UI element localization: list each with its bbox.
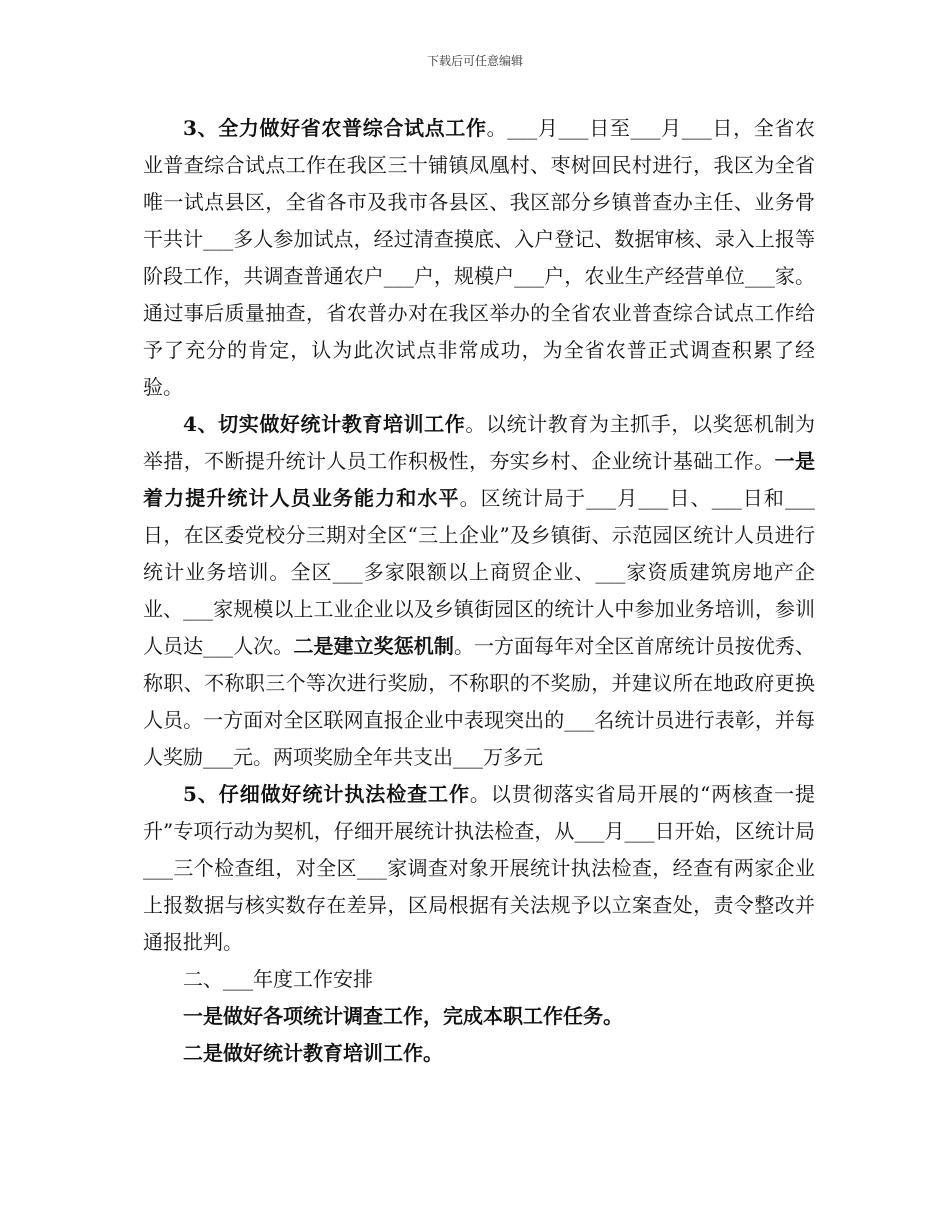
paragraph-5 [143,776,815,961]
paragraph-3 [143,110,815,406]
paragraph-3-heading: 3、全力做好省农普综合试点工作 [183,116,487,140]
paragraph-4-point-1: 一是着力提升统计人员业务能力和水平 [143,449,815,510]
paragraph-4-heading: 4、切实做好统计教育培训工作 [183,412,466,436]
paragraph-4 [143,406,815,776]
document-body [143,110,815,1072]
paragraph-4-point-2: 二是建立奖惩机制 [293,634,454,658]
plan-item-1: 一是做好各项统计调查工作，完成本职工作任务。 [183,1004,623,1028]
paragraph-5-text: 。以贯彻落实省局开展的“两核查一提升”专项行动为契机，仔细开展统计执法检查，从___月___日开始，区统计局___三个检查组，对全区___家调查对象开展统计执法检查，经查有两家企业上报数据与核实数存在差异，区局根据有关法规予以立案查处，责令整改并通报批判。 [143,782,815,954]
paragraph-3-text: 。___月___日至___月___日，全省农业普查综合试点工作在我区三十铺镇凤凰村、枣树回民村进行，我区为全省唯一试点县区，全省各市及我市各县区、我区部分乡镇普查办主任、业务骨干共计___多人参加试点，经过清查摸底、入户登记、数据审核、录入上报等阶段工作，共调查普通农户___户，规模户___户，农业生产经营单位___家。通过事后质量抽查，省农普办对在我区举办的全省农业普查综合试点工作给予了充分的肯定，认为此次试点非常成功，为全省农普正式调查积累了经验。 [143,116,816,399]
paragraph-4-text-2: 。区统计局于___月___日、___日和___日，在区委党校分三期对全区“三上企业”及乡镇街、示范园区统计人员进行统计业务培训。全区___多家限额以上商贸企业、___家资质建筑房地产企业、___家规模以上工业企业以及乡镇街园区的统计人中参加业务培训，参训人员达___人次。 [143,486,816,658]
paragraph-4-text-3: 。一方面每年对全区首席统计员按优秀、称职、不称职三个等次进行奖励，不称职的不奖励，并建议所在地政府更换人员。一方面对全区联网直报企业中表现突出的___名统计员进行表彰，并每人奖励___元。两项奖励全年共支出___万多元 [143,634,815,769]
page-header: 下载后可任意编辑 [426,54,523,68]
paragraph-4-text-1: 。以统计教育为主抓手，以奖惩机制为举措，不断提升统计人员工作积极性，夯实乡村、企业统计基础工作。 [143,412,816,473]
plan-item-2: 二是做好统计教育培训工作。 [183,1041,443,1065]
section-2-title: 二、___年度工作安排 [183,967,373,991]
paragraph-5-heading: 5、仔细做好统计执法检查工作 [183,782,470,806]
